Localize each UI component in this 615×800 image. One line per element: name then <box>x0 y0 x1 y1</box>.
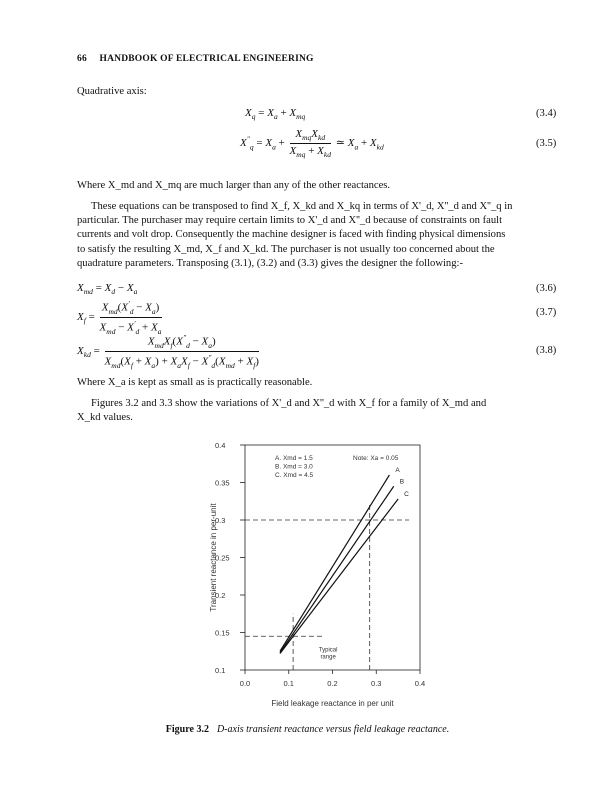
paragraph-1 <box>77 179 547 193</box>
annotation-range: range <box>320 654 336 661</box>
series-line-C <box>280 499 398 654</box>
figure-caption-label: Figure 3.2 <box>165 724 209 735</box>
equation-number-3-6: (3.6) <box>536 283 557 294</box>
series-line-B <box>280 486 394 653</box>
y-axis-label: Transient reactance in per-unit <box>209 503 218 612</box>
y-tick-label: 0.25 <box>215 553 230 563</box>
paragraph-2-line-4: to satisfy the resulting X_md, X_f and X_kd. The purchaser is not usually too concerned about the <box>77 243 495 255</box>
y-tick-label: 0.4 <box>215 441 226 450</box>
figure-caption-text: D-axis transient reactance versus field leakage reactance. <box>216 724 450 735</box>
equation-number-3-7: (3.7) <box>536 307 557 318</box>
legend-entry: C. Xmd = 4.5 <box>275 472 314 479</box>
figure-caption <box>0 724 615 735</box>
series-label-C: C <box>404 491 409 498</box>
equation-3-7: $X_f$ = $\frac{X_{md}(X'_d - X_a)}{X_{md} - X'_d + X_a}$ <box>77 299 162 336</box>
equation-3-4: $X_q = X_a + X_{mq}$ <box>245 107 306 122</box>
series-label-A: A <box>395 467 400 474</box>
equation-3-5: $X''_q = X_a$ + $\frac{X_{mq}X_{kd}}{X_{mq} + X_{kd}}$ ≃ $X_a + X_{kd}$ <box>240 128 384 160</box>
page-number: 66 <box>77 54 87 64</box>
paragraph-2-line-3: currents and volt drop. Consequently the machine designer is faced with finding physical dimensions <box>77 229 506 241</box>
figure-3-2-chart <box>190 435 450 713</box>
legend-entry: A. Xmd = 1.5 <box>275 455 313 462</box>
paragraph-4 <box>77 397 557 425</box>
paragraph-2-line-5: quadrature parameters. Transposing (3.1), (3.2) and (3.3) gives the designer the following:- <box>77 257 463 269</box>
x-tick-label: 0.3 <box>371 679 382 688</box>
equation-number-3-8: (3.8) <box>536 345 557 356</box>
running-title: HANDBOOK OF ELECTRICAL ENGINEERING <box>99 54 314 64</box>
series-label-B: B <box>399 478 405 486</box>
equation-3-6: $X_{md} = X_d - X_a$ <box>77 282 138 297</box>
chart-note: Note: Xa = 0.05 <box>353 455 399 462</box>
x-tick-label: 0.4 <box>414 679 426 688</box>
x-tick-label: 0.0 <box>239 679 251 688</box>
legend-entry: B. Xmd = 3.0 <box>275 463 313 471</box>
y-tick-label: 0.1 <box>215 666 226 675</box>
y-tick-label: 0.3 <box>215 516 226 525</box>
equation-3-8: $X_{kd}$ = $\frac{X_{md}X_f(X''_d - X_a)}{X_{md}(X_f + X_a) + X_aX_f - X''_d(X_{md} + X_f)}$ <box>77 333 259 370</box>
series-line-A <box>280 475 389 654</box>
paragraph-4-line-2: X_kd values. <box>77 412 133 424</box>
x-tick-label: 0.1 <box>283 679 294 688</box>
paragraph-2-line-2: particular. The purchaser may require certain limits to X'_d and X''_d because of constraints on fault <box>77 215 503 227</box>
equation-number-3-5: (3.5) <box>536 138 557 149</box>
y-tick-label: 0.2 <box>215 591 226 600</box>
annotation-typical: Typical <box>318 647 338 654</box>
x-tick-label: 0.2 <box>327 679 338 688</box>
x-axis-label: Field leakage reactance in per unit <box>271 699 394 708</box>
paragraph-3: Where X_a is kept as small as is practically reasonable. <box>77 377 313 388</box>
paragraph-2-line-1: These equations can be transposed to find X_f, X_kd and X_kq in terms of X'_d, X''_d and X''_q in <box>91 201 513 212</box>
y-tick-label: 0.15 <box>215 628 230 638</box>
paragraph-1-text: Where X_md and X_mq are much larger than any of the other reactances. <box>77 180 391 191</box>
paragraph-2 <box>77 200 557 271</box>
paragraph-4-line-1: Figures 3.2 and 3.3 show the variations of X'_d and X''_d with X_f for a family of X_md and <box>91 398 487 409</box>
section-label: Quadrative axis: <box>77 86 147 97</box>
equation-number-3-4: (3.4) <box>536 108 557 119</box>
y-tick-label: 0.35 <box>215 478 230 488</box>
running-header <box>77 54 324 64</box>
